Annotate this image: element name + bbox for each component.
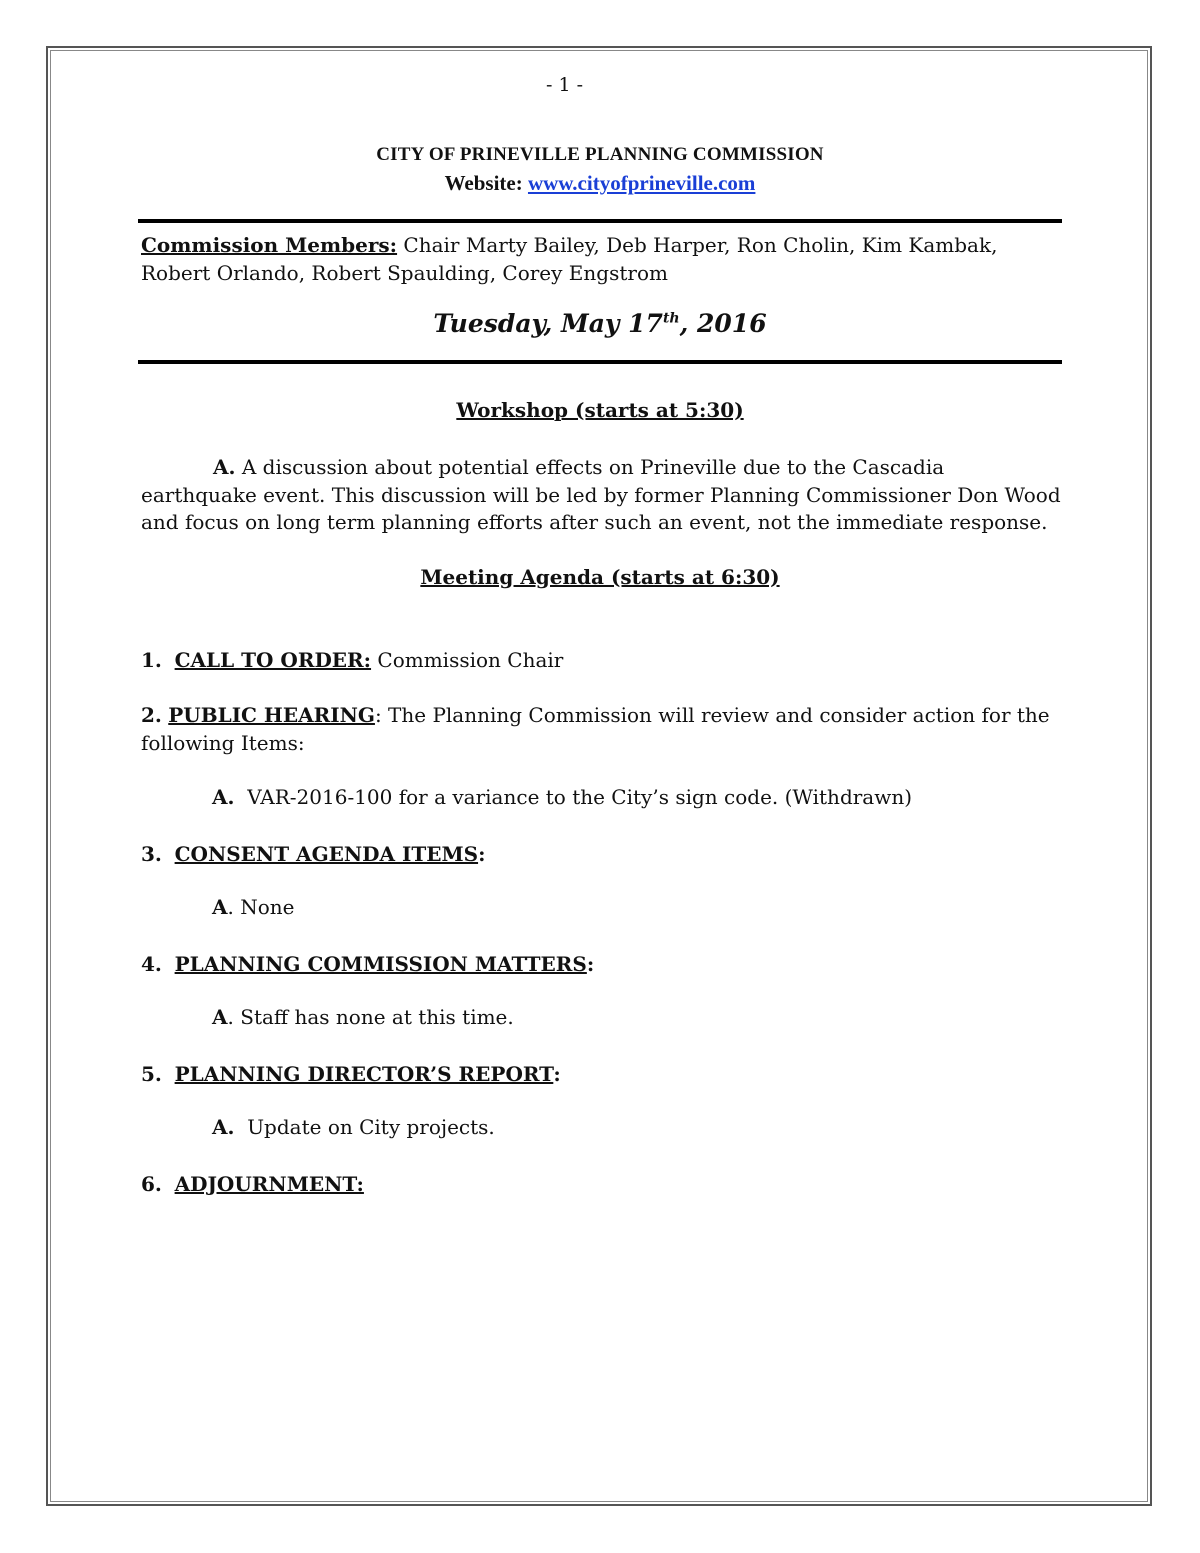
agenda-item-3: [141, 840, 1061, 868]
agenda-item-text: :: [586, 952, 595, 976]
page-number: - 1 -: [545, 74, 583, 96]
agenda-item-number: 6.: [141, 1172, 162, 1196]
agenda-item-number: 3.: [141, 842, 162, 866]
bottom-divider: [138, 360, 1062, 364]
commission-members: [141, 231, 1061, 287]
agenda-item-title: PLANNING COMMISSION MATTERS: [174, 952, 587, 976]
website-label: Website:: [444, 171, 523, 195]
organization-title: CITY OF PRINEVILLE PLANNING COMMISSION: [376, 144, 824, 165]
subitem-text: VAR-2016-100 for a variance to the City’s sign code. (Withdrawn): [247, 785, 913, 809]
agenda-item-title: PLANNING DIRECTOR’S REPORT: [174, 1062, 554, 1086]
agenda-item-number: 2.: [141, 703, 162, 727]
agenda-item-2: [141, 701, 1061, 757]
agenda-subitem-3a: [212, 895, 1062, 919]
website-line: [0, 171, 1200, 196]
agenda-item-title: CALL TO ORDER:: [174, 648, 372, 672]
agenda-subitem-4a: [212, 1005, 1062, 1029]
agenda-item-text: :: [478, 842, 486, 866]
subitem-letter: A.: [212, 1115, 235, 1139]
subitem-letter: A: [212, 895, 228, 919]
agenda-item-4: [141, 950, 1061, 978]
agenda-item-text: :: [553, 1062, 561, 1086]
members-list: Chair Marty Bailey, Deb Harper, Ron Cholin, Kim Kambak, Robert Orlando, Robert Spaulding, Corey Engstrom: [141, 233, 998, 285]
agenda-item-text: : The Planning Commission will review and consider action for the following Items:: [141, 703, 1050, 755]
agenda-title: Meeting Agenda (starts at 6:30): [420, 565, 780, 589]
agenda-item-number: 1.: [141, 648, 162, 672]
agenda-item-title: PUBLIC HEARING: [168, 703, 375, 727]
workshop-item: [141, 454, 1061, 537]
agenda-subitem-2a: [212, 785, 1062, 809]
subitem-text: Update on City projects.: [247, 1115, 495, 1139]
date-prefix: Tuesday, May 17: [433, 309, 663, 338]
website-link[interactable]: www.cityofprineville.com: [527, 171, 756, 195]
top-divider: [138, 219, 1062, 223]
agenda-item-number: 5.: [141, 1062, 162, 1086]
agenda-item-title: ADJOURNMENT:: [174, 1172, 364, 1196]
meeting-date: [0, 309, 1200, 338]
subitem-letter: A: [212, 1005, 228, 1029]
date-ordinal: th: [662, 310, 680, 327]
subitem-letter: A.: [212, 785, 235, 809]
date-year: , 2016: [679, 309, 767, 338]
subitem-text: . None: [227, 895, 295, 919]
members-label: Commission Members:: [141, 233, 398, 257]
agenda-item-5: [141, 1060, 1061, 1088]
agenda-subitem-5a: [212, 1115, 1062, 1139]
agenda-item-text: Commission Chair: [377, 648, 564, 672]
workshop-item-text: A discussion about potential effects on Prineville due to the Cascadia earthquake event. This discussion will be led by former Planning Commissioner Don Wood and focus on long term planning efforts after such an event, not the immediate response.: [141, 455, 1061, 534]
agenda-item-title: CONSENT AGENDA ITEMS: [174, 842, 479, 866]
workshop-item-letter: A.: [213, 455, 236, 479]
agenda-item-number: 4.: [141, 952, 162, 976]
agenda-item-6: [141, 1170, 1061, 1198]
subitem-text: . Staff has none at this time.: [227, 1005, 514, 1029]
agenda-item-1: [141, 646, 1061, 674]
workshop-title: Workshop (starts at 5:30): [456, 398, 744, 422]
